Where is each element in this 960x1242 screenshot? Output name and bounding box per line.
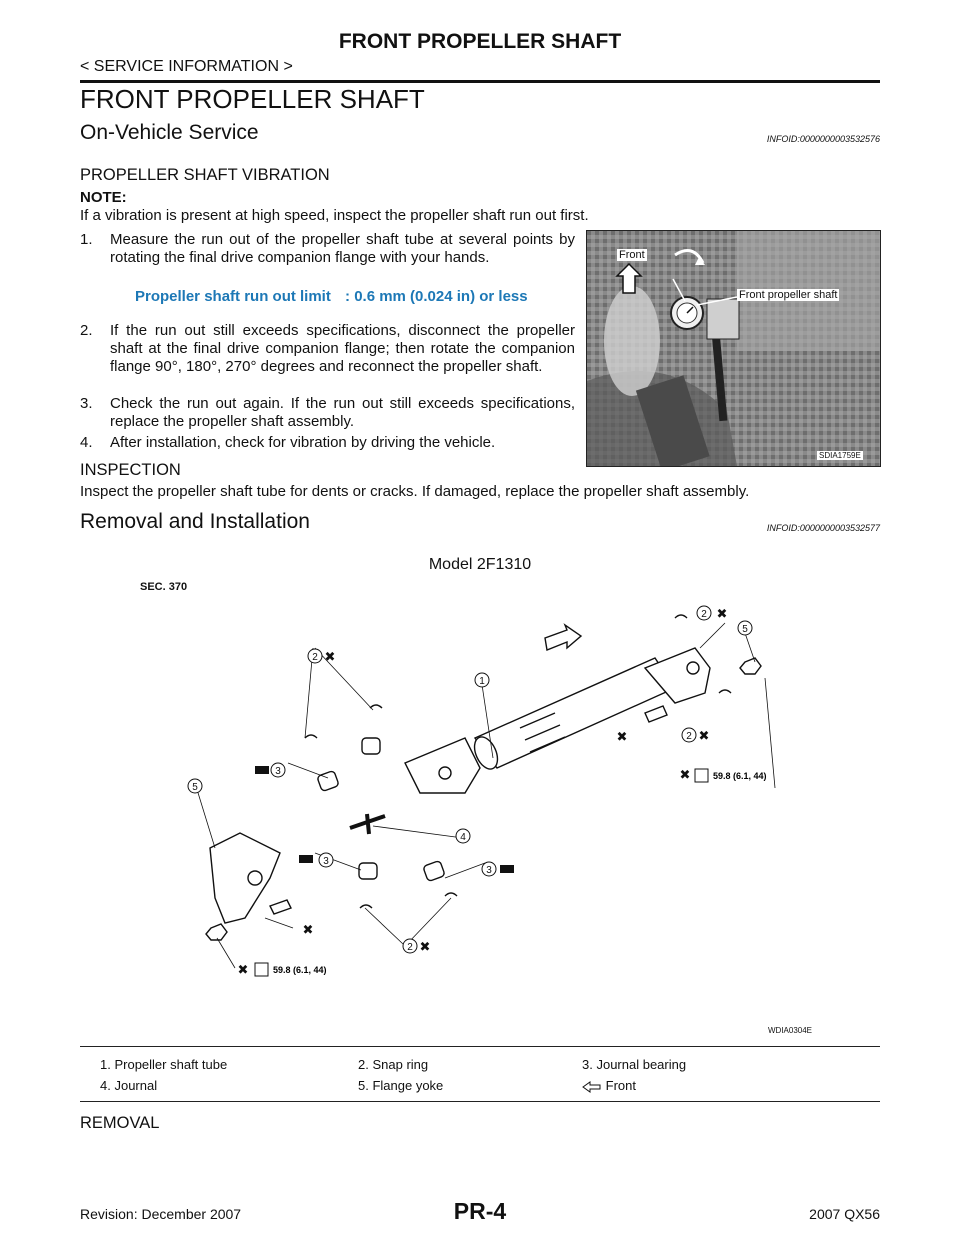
legend-item: 1. Propeller shaft tube (100, 1057, 228, 1072)
grease-icon (299, 855, 313, 863)
page-header-title: FRONT PROPELLER SHAFT (338, 30, 622, 53)
step-number: 4. (80, 434, 93, 451)
photo-illustration (587, 231, 880, 466)
step-text: If the run out still exceeds specifications, disconnect the propeller shaft at the final drive companion flange; then rotate the companion flange 90°, 180°, 270° degrees and reconnect the propeller shaft. (110, 322, 575, 375)
torque-wrench-icon (255, 963, 268, 976)
vibration-heading: PROPELLER SHAFT VIBRATION (80, 166, 330, 184)
removal-heading: REMOVAL (80, 1114, 160, 1132)
note-text: If a vibration is present at high speed, inspect the propeller shaft run out first. (80, 207, 589, 224)
legend-item: 2. Snap ring (358, 1057, 429, 1072)
grease-icon (255, 766, 269, 774)
photo-code: SDIA1759E (819, 451, 861, 460)
header-divider (80, 80, 880, 83)
spec-runout-limit (135, 288, 528, 305)
no-reuse-icon: ✖ (324, 650, 336, 665)
infoid-removal: INFOID:0000000003532577 (766, 523, 880, 533)
infoid-on-vehicle: INFOID:0000000003532576 (766, 134, 880, 144)
step-3 (80, 395, 575, 431)
spec-label: Propeller shaft run out limit (135, 288, 331, 305)
sec-number: SEC. 370 (140, 581, 188, 593)
step-number: 3. (80, 395, 93, 412)
photo-label-front: Front (619, 249, 645, 261)
callout-2-text: 2 (701, 609, 707, 620)
no-reuse-icon: ✖ (237, 963, 249, 978)
vehicle-model: 2007 QX56 (809, 1206, 880, 1222)
no-reuse-icon: ✖ (302, 923, 314, 938)
step-number: 1. (80, 231, 93, 248)
inspection-text: Inspect the propeller shaft tube for dents or cracks. If damaged, replace the propeller shaft assembly. (80, 483, 750, 500)
spec-value: : 0.6 mm (0.024 in) or less (345, 288, 528, 305)
legend-item-front: Front (582, 1078, 636, 1093)
torque-wrench-icon (695, 769, 708, 782)
callout-3-text: 3 (323, 856, 329, 867)
step-text: Measure the run out of the propeller shaft tube at several points by rotating the final drive companion flange with your hands. (110, 231, 575, 266)
callout-3-text: 3 (275, 766, 281, 777)
legend-item: 4. Journal (100, 1078, 158, 1093)
revision-date: Revision: December 2007 (80, 1206, 242, 1222)
callout-5-text: 5 (192, 782, 198, 793)
note-label: NOTE: (80, 189, 127, 206)
callout-2-text: 2 (312, 652, 318, 663)
runout-measurement-photo (586, 230, 881, 467)
no-reuse-icon: ✖ (679, 768, 691, 783)
callout-5-text: 5 (742, 624, 748, 635)
diagram-code: WDIA0304E (768, 1026, 813, 1035)
inspection-heading: INSPECTION (80, 461, 181, 479)
callout-4-text: 4 (460, 832, 466, 843)
photo-label-shaft: Front propeller shaft (739, 289, 838, 301)
step-4 (80, 434, 600, 452)
front-arrow-icon (545, 625, 581, 650)
step-number: 2. (80, 322, 93, 339)
no-reuse-icon: ✖ (716, 607, 728, 622)
step-text: Check the run out again. If the run out still exceeds specifications, replace the propeller shaft assembly. (110, 395, 575, 430)
page-number: PR-4 (453, 1198, 507, 1224)
step-text: After installation, check for vibration by driving the vehicle. (110, 434, 496, 451)
on-vehicle-service-heading: On-Vehicle Service (80, 121, 259, 144)
front-arrow-icon (582, 1081, 602, 1093)
model-label: Model 2F1310 (428, 556, 532, 573)
exploded-view-diagram (115, 578, 815, 1038)
callout-2-text: 2 (686, 731, 692, 742)
legend-item: 3. Journal bearing (582, 1057, 687, 1072)
step-2 (80, 322, 575, 376)
removal-installation-heading: Removal and Installation (80, 510, 310, 533)
no-reuse-icon: ✖ (419, 940, 431, 955)
torque-spec-right: 59.8 (6.1, 44) (713, 771, 767, 781)
callout-3-text: 3 (486, 865, 492, 876)
callout-1-text: 1 (479, 676, 485, 687)
breadcrumb: < SERVICE INFORMATION > (80, 58, 293, 75)
callout-2-text: 2 (407, 942, 413, 953)
legend-table (80, 1046, 880, 1102)
no-reuse-icon: ✖ (616, 730, 628, 745)
grease-icon (500, 865, 514, 873)
step-1 (80, 231, 575, 267)
no-reuse-icon: ✖ (698, 729, 710, 744)
section-title: FRONT PROPELLER SHAFT (80, 84, 425, 114)
legend-item: 5. Flange yoke (358, 1078, 444, 1093)
torque-spec-left: 59.8 (6.1, 44) (273, 965, 327, 975)
